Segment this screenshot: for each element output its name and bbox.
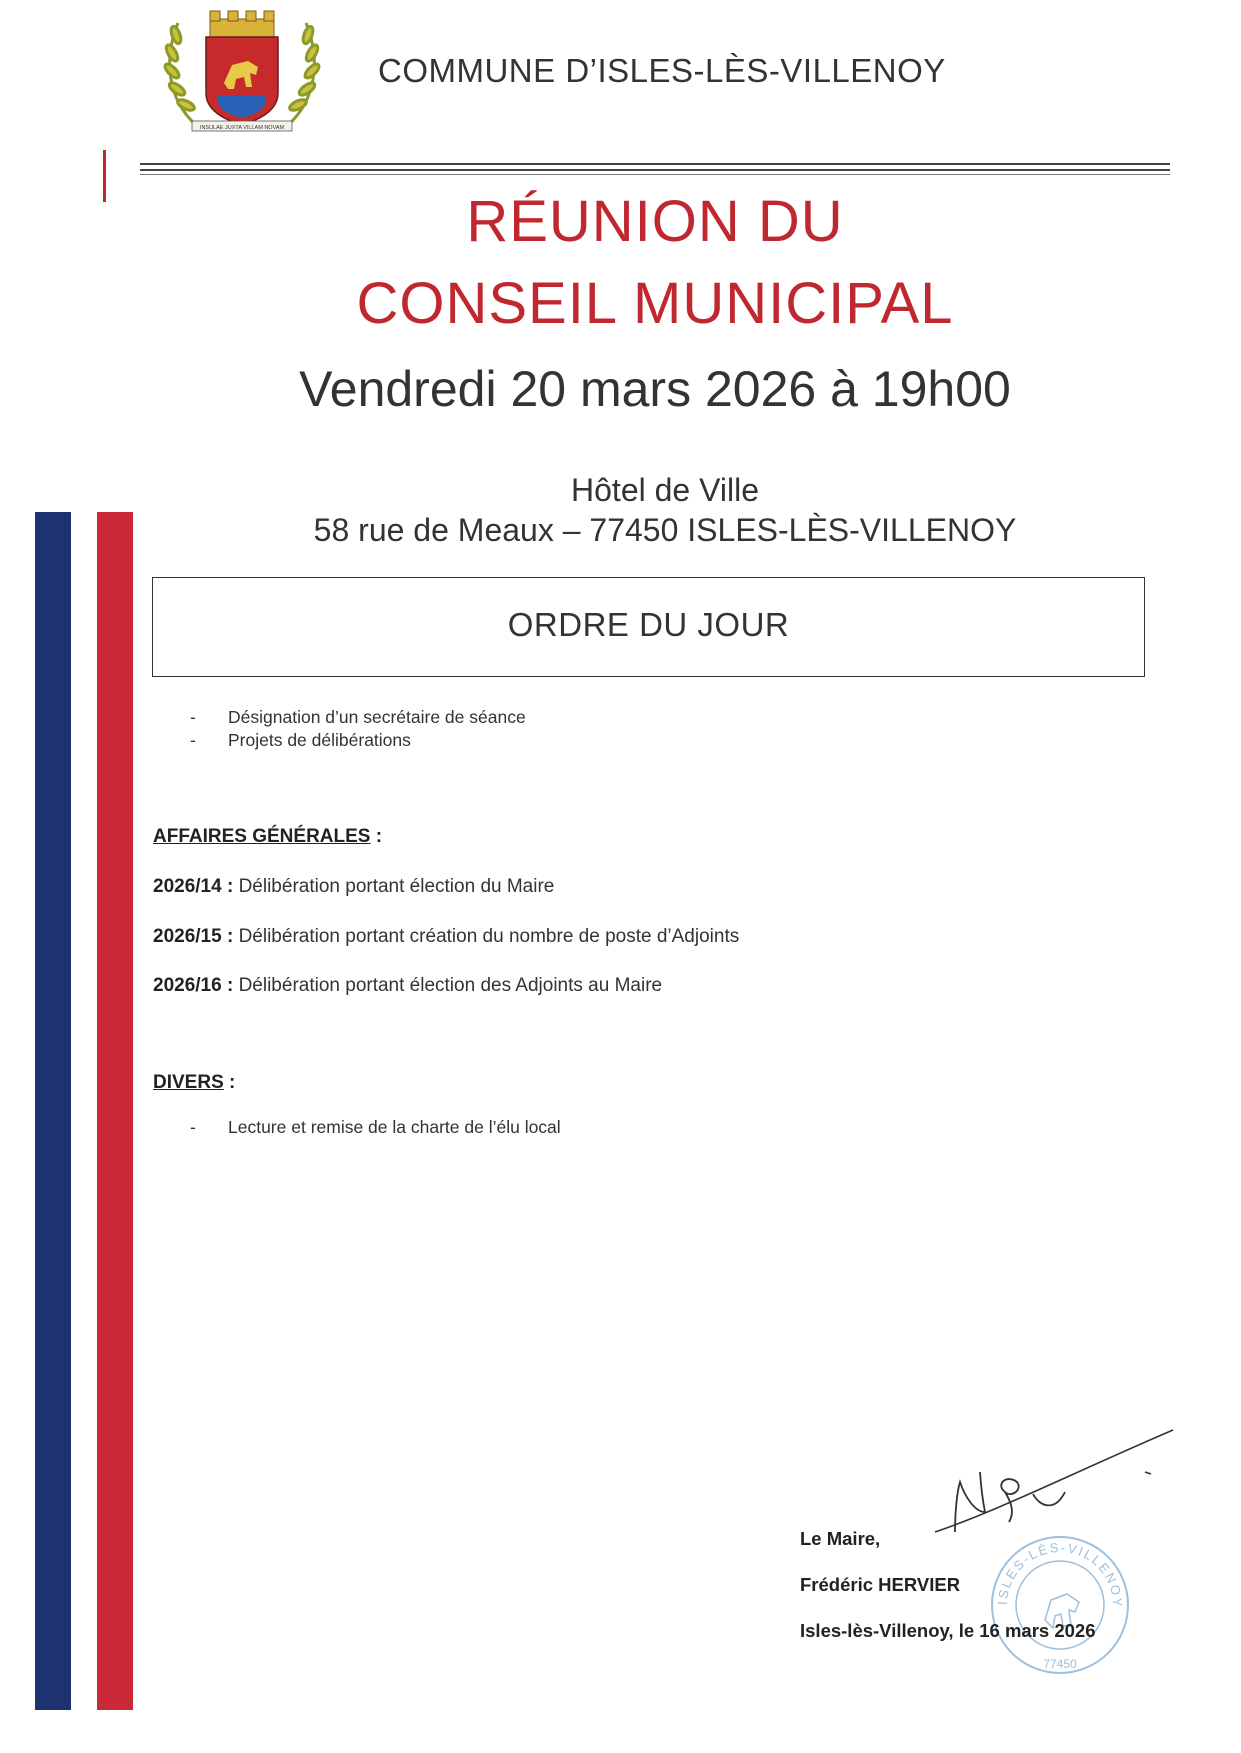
list-item: - Désignation d’un secrétaire de séance <box>190 707 526 727</box>
agenda-item: 2026/15 : Délibération portant création du nombre de poste d’Adjoints <box>153 926 740 947</box>
commune-name: COMMUNE D’ISLES-LÈS-VILLENOY <box>378 52 946 89</box>
stamp-code: 77450 <box>1043 1657 1077 1671</box>
agenda-item: 2026/14 : Délibération portant élection du Maire <box>153 876 555 897</box>
list-dash: - <box>190 1117 196 1137</box>
list-dash: - <box>190 730 196 750</box>
meeting-title-line2: CONSEIL MUNICIPAL <box>356 271 954 336</box>
header-divider <box>140 163 1170 177</box>
svg-text:ISLES-LÈS-VILLENOY <box>995 1540 1125 1609</box>
crest-shield <box>206 37 278 125</box>
crest-laurel-left <box>163 23 196 125</box>
official-stamp <box>985 1530 1135 1680</box>
list-dash: - <box>190 707 196 727</box>
stamp-text: ISLES-LÈS-VILLENOY <box>994 1539 1126 1609</box>
venue-address: 58 rue de Meaux – 77450 ISLES-LÈS-VILLENOY <box>313 512 1017 548</box>
crest-motto: INSULAE JUXTA VILLAM NOVAM <box>199 125 285 131</box>
meeting-date: Vendredi 20 mars 2026 à 19h00 <box>299 361 1011 417</box>
commune-crest-logo <box>158 5 326 137</box>
agenda-item: 2026/16 : Délibération portant élection des Adjoints au Maire <box>153 975 663 996</box>
crest-laurel-right <box>288 23 321 125</box>
agenda-heading: ORDRE DU JOUR <box>507 606 790 643</box>
list-item: - Lecture et remise de la charte de l’élu local <box>190 1117 561 1137</box>
flag-stripe-red <box>97 512 133 1710</box>
meeting-title-line1: RÉUNION DU <box>466 189 844 254</box>
venue-name: Hôtel de Ville <box>571 472 759 508</box>
margin-red-mark <box>103 150 106 202</box>
crest-mural-crown <box>210 11 274 37</box>
signatory-role: Le Maire, <box>800 1528 881 1549</box>
section-heading-general-affairs: AFFAIRES GÉNÉRALES : <box>153 826 383 847</box>
list-item: - Projets de délibérations <box>190 730 411 750</box>
flag-stripe-blue <box>35 512 71 1710</box>
agenda-heading-box <box>152 577 1145 677</box>
signatory-name: Frédéric HERVIER <box>800 1574 961 1595</box>
section-heading-misc: DIVERS : <box>153 1072 236 1093</box>
signature-place-date: Isles-lès-Villenoy, le 16 mars 2026 <box>800 1620 1096 1641</box>
